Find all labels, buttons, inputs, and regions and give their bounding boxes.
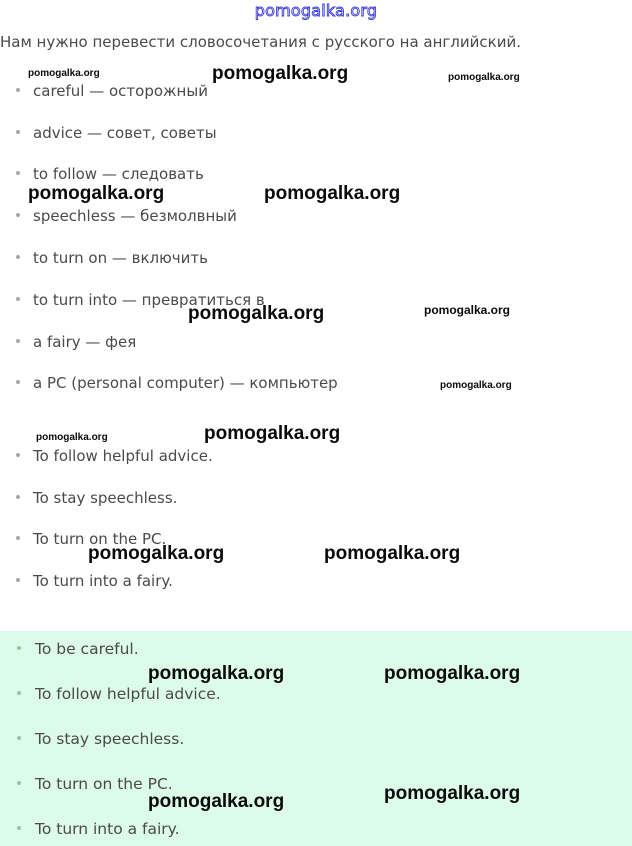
bullet-icon [16,339,20,343]
bullet-icon [16,495,20,499]
bullet-icon [16,578,20,582]
watermark: pomogalka.org [384,663,521,684]
bullet-icon [16,171,20,175]
bullet-icon [16,297,20,301]
bullet-icon [16,88,20,92]
watermark: pomogalka.org [212,63,349,84]
bullet-icon [16,213,20,217]
bullet-icon [17,736,21,740]
watermark: pomogalka.org [36,432,108,443]
watermark: pomogalka.org [188,303,325,324]
watermark: pomogalka.org [148,663,285,684]
watermark: pomogalka.org [324,543,461,564]
bullet-icon [17,781,21,785]
watermark: pomogalka.org [424,303,511,317]
watermark: pomogalka.org [384,783,521,804]
watermark: pomogalka.org [148,791,285,812]
watermark: pomogalka.org [448,72,520,83]
watermark: pomogalka.org [28,68,100,79]
bullet-icon [16,536,20,540]
watermark: pomogalka.org [28,183,165,204]
bullet-icon [17,646,21,650]
watermark: pomogalka.org [440,380,512,391]
watermark: pomogalka.org [264,183,401,204]
site-header-logo[interactable]: pomogalka.org [254,1,378,20]
bullet-icon [17,826,21,830]
bullet-icon [16,380,20,384]
answer-panel: To be careful. To follow helpful advice. To stay speechless. To turn on the PC. To turn into a fairy. [0,631,632,846]
bullet-icon [16,255,20,259]
bullet-icon [17,691,21,695]
watermark: pomogalka.org [204,423,341,444]
bullet-icon [16,130,20,134]
intro-text: Нам нужно перевести словосочетания с русского на английский. [0,33,521,51]
watermark: pomogalka.org [88,543,225,564]
bullet-icon [16,453,20,457]
